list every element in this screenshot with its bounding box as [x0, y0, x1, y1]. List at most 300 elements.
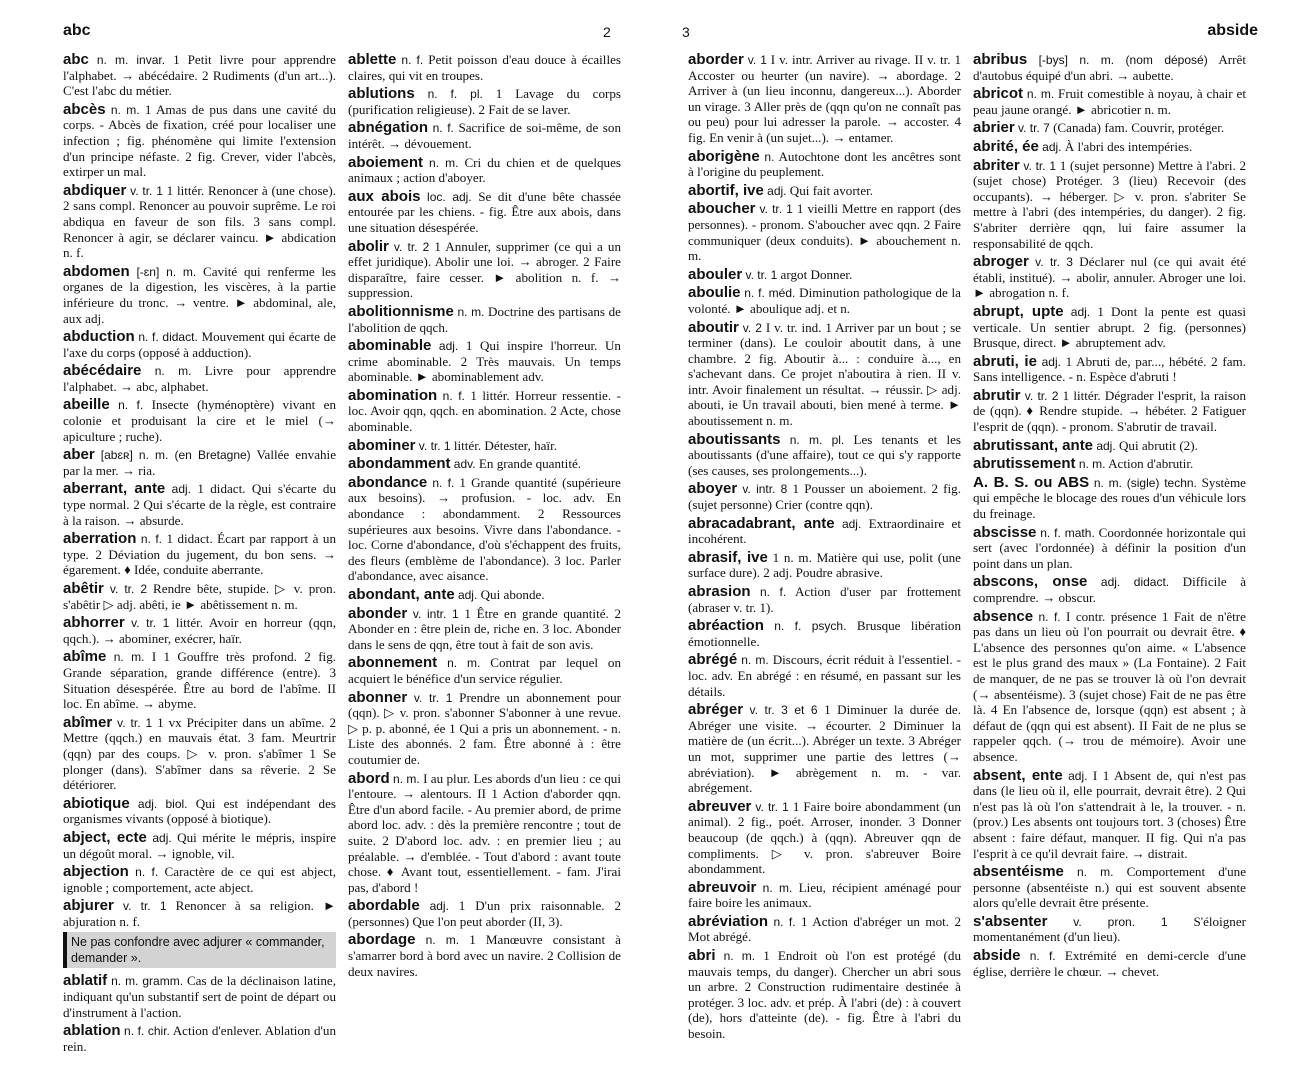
dictionary-entry [63, 183, 336, 261]
grammar-label: n. f. [401, 53, 424, 67]
definition: I contr. présence 1 Fait de n'être pas dans un lieu où l'on pourrait ou devrait être. ♦ L'absence des personnes qu'on aime. « L'absence est le plus grand des maux » (La Fontaine). 2 Fait de manquer, de ne pas se trouver là où l'on devrait (→ absentéisme). 3 (sujet chose) Fait de ne pas être là. 4 En l'absence de, lorsque (qqn) est absent ; à défaut de (qqn qui est absent). II Fait de ne plus se rappeler qqch. (→ trou de mémoire). Avoir une absence. [973, 608, 1246, 764]
dictionary-entry [973, 456, 1246, 472]
left-page-header [55, 0, 665, 50]
definition: Qui abrutit (2). [1118, 437, 1198, 453]
dictionary-entry [688, 652, 961, 699]
dictionary-entry [973, 948, 1246, 979]
headword: abracadabrant, ante [688, 514, 835, 532]
definition: 1 littér. Dégrader l'esprit, la raison de (qqn). ♦ Rendre stupide. → hébéter. 2 Fatiguer l'esprit de (qqn). - pronom. S'abrutir de travail. [973, 387, 1247, 435]
definition: Action d'enlever. Ablation d'un rein. [63, 1023, 337, 1054]
dictionary-entry [688, 880, 961, 911]
grammar-label: n. f. [442, 388, 465, 403]
headword: abrupt, upte [973, 302, 1064, 320]
headword: abjurer [63, 897, 114, 915]
dictionary-entry [973, 525, 1246, 572]
definition: Extraordinaire et incohérent. [688, 515, 962, 547]
grammar-label: v. tr. 2 [109, 582, 148, 596]
dictionary-entry [63, 329, 336, 360]
left-column-2 [348, 52, 621, 982]
definition: Système qui empêche le blocage des roues d'un véhicule lors du freinage. [973, 474, 1246, 522]
headword: abdomen [63, 262, 130, 280]
definition: Sacrifice de soi-même, de son intérêt. → dévouement. [348, 120, 621, 151]
headword: abêtir [63, 580, 104, 597]
grammar-label: n. f. [1038, 609, 1061, 624]
definition: Mouvement qui écarte de l'axe du corps (opposé à adduction). [63, 329, 336, 360]
headword: abécédaire [63, 362, 142, 380]
headword: abolitionnisme [348, 302, 454, 320]
headword: abrutissant, ante [973, 436, 1094, 454]
grammar-label: n. f. [432, 121, 454, 136]
dictionary-entry [63, 796, 336, 827]
definition: 1 didact. Écart par rapport à un type. 2 Déviation du jugement, du bon sens. → égarement. ♦ Idée, conduite aberrante. [63, 531, 336, 578]
definition: Arrêt d'autobus équipé d'un abri. → aubette. [973, 52, 1246, 83]
headword: abscons, onse [973, 573, 1088, 591]
dictionary-entry [688, 285, 961, 316]
grammar-label: v. tr. 3 et 6 [749, 703, 818, 718]
dictionary-entry [688, 914, 961, 945]
grammar-label: n. f. [432, 475, 455, 490]
definition: Difficile à comprendre. → obscur. [973, 574, 1247, 605]
headword: abri [688, 947, 716, 965]
dictionary-entry [973, 52, 1246, 83]
dictionary-entry [348, 475, 621, 584]
dictionary-entry [973, 86, 1246, 117]
grammar-label: n. f. [760, 585, 787, 599]
dictionary-entry [63, 531, 336, 578]
grammar-label: adj. didact. [1100, 575, 1170, 590]
headword: absence [973, 607, 1034, 625]
definition: Action d'user par frottement (abraser v. tr. 1). [688, 584, 961, 615]
headword: abîme [63, 648, 107, 666]
grammar-label: n. f. psych. [774, 619, 847, 634]
dictionary-entry [973, 158, 1246, 252]
dictionary-entry [348, 239, 621, 301]
headword: abominer [348, 436, 416, 454]
definition: Comportement d'une personne (absentéiste n.) qui est souvent absente alors qu'elle devrait être présente. [973, 864, 1247, 911]
definition: 1 Petit livre pour apprendre l'alphabet. → abécédaire. 2 Rudiments (d'un art...). C'est l'abc du métier. [63, 52, 336, 99]
left-column-1 [63, 52, 336, 1057]
headword: abscisse [973, 523, 1037, 541]
definition: 1 didact. Qui s'écarte du type normal. 2 Qui s'écarte de la règle, est contraire à la raison. → absurde. [63, 481, 337, 528]
grammar-label: v. 2 [742, 320, 762, 335]
grammar-label: n. m. [1026, 87, 1055, 102]
headword: abonnement [348, 654, 438, 672]
definition: Diminution pathologique de la volonté. ► aboulique adj. et n. [688, 285, 961, 316]
grammar-label: n. m. [1078, 457, 1106, 472]
dictionary-entry [348, 655, 621, 686]
definition: À l'abri des intempéries. [1064, 138, 1193, 154]
definition: 1 Faire boire abondamment (un animal). 2 fig., poét. Arroser, inonder. 3 Donner beaucoup (de qqch.) à (qqn). Abreuver qqn de compliments. ▷ v. pron. s'abreuver Boire abondamment. [688, 798, 961, 877]
headword: ablutions [348, 85, 415, 103]
definition: Cri du chien et de quelques animaux ; action d'aboyer. [348, 154, 622, 186]
grammar-label: adj. [429, 899, 449, 914]
dictionary-entry [63, 264, 336, 326]
definition: 1 Pousser un aboiement. 2 fig. (sujet personne) Crier (contre qqn). [688, 481, 961, 513]
grammar-label: v. tr. 1 [755, 799, 789, 814]
grammar-label: n. m. [154, 364, 192, 379]
headword: abolir [348, 237, 389, 255]
dictionary-entry [63, 1023, 336, 1054]
headword: abriter [973, 156, 1020, 174]
grammar-label: v. tr. 1 [131, 616, 170, 631]
headword: abrutissement [973, 455, 1076, 473]
headword: abrité, ée [973, 137, 1039, 155]
dictionary-entry [348, 932, 621, 979]
headword: aboutissants [688, 430, 781, 448]
headword: abduction [63, 328, 135, 346]
dictionary-entry [348, 898, 621, 929]
definition: I 1 Absent de, qui n'est pas dans (le lieu où il, elle pourrait, devrait être). 2 Qui n'est pas là où l'on s'attendrait à le, la trouver. - n. (prov.) Les absents ont toujours tort. 3 (choses) Être absent : faire défaut, manquer. II fig. Qui n'a pas l'esprit à ce qu'il devrait faire. → distrait. [973, 767, 1247, 861]
grammar-label: n. m. gramm. [111, 974, 184, 989]
definition: En grande quantité. [478, 456, 582, 472]
grammar-label: v. tr. 2 [1024, 388, 1059, 403]
right-column-2 [973, 52, 1246, 982]
definition: Petit poisson d'eau douce à écailles claires, qui vit en troupes. [348, 52, 621, 83]
definition: 1 Action d'abréger un mot. 2 Mot abrégé. [688, 913, 961, 945]
definition: 1 Abruti de, par..., hébété. 2 fam. Sans intelligence. - n. Espèce d'abruti ! [973, 353, 1246, 385]
grammar-label: v. tr. 7 [1017, 121, 1050, 136]
definition: 1 Annuler, supprimer (ce qui a un effet juridique). Abolir une loi. → abroger. 2 Faire disparaître, faire cesser. ► abolition n. f. → suppression. [348, 238, 621, 301]
grammar-label: adj. [1096, 438, 1116, 453]
headword: aboyer [688, 480, 738, 498]
headword: abiotique [63, 794, 130, 812]
definition: Cas de la déclinaison latine, indiquant qu'un substantif sert de point de départ ou d'instrument à l'action. [63, 973, 336, 1020]
dictionary-entry [63, 649, 336, 711]
grammar-label: [-ɛn] n. m. [136, 264, 197, 279]
dictionary-entry [973, 254, 1246, 301]
grammar-label: adj. [152, 830, 172, 845]
headword: aboutir [688, 318, 739, 336]
dictionary-entry [348, 120, 621, 151]
headword: abominable [348, 337, 432, 355]
dictionary-entry [63, 447, 336, 478]
dictionary-entry [63, 973, 336, 1020]
definition: Qui fait avorter. [789, 182, 874, 198]
grammar-label: loc. adj. [427, 189, 472, 204]
definition: Doctrine des partisans de l'abolition de qqch. [348, 303, 621, 335]
dictionary-entry [688, 52, 961, 146]
definition: argot Donner. [780, 266, 853, 282]
definition: 1 Dont la pente est quasi verticale. Un sentier abrupt. 2 fig. (personnes) Brusque, direct. ► abruptement adv. [973, 303, 1246, 351]
grammar-label: adj. [438, 339, 459, 354]
grammar-label: n. f. pl. [427, 87, 483, 102]
definition: S'éloigner momentanément (d'un lieu). [973, 913, 1246, 945]
grammar-label: v. pron. 1 [1073, 914, 1168, 929]
dictionary-entry [63, 397, 336, 444]
headword: abruti, ie [973, 352, 1037, 370]
definition: 1 Endroit où l'on est protégé (du mauvais temps, du danger). Chercher un abri sous un arbre. 2 Construction rudimentaire destinée à protéger. 3 loc. adv. et prép. À l'abri (de) : à couvert (de), hors d'atteinte (de). - fig. Être à l'abri du besoin. [688, 948, 961, 1042]
definition: 1 Être en grande quantité. 2 Abonder en : être plein de, riche en. 3 loc. Abonder dans le sens de qqn, être tout à fait de son avis. [348, 605, 621, 652]
definition: 1 n. m. Matière qui use, polit (une surface dure). 2 adj. Poudre abrasive. [688, 549, 961, 581]
headword: aborder [688, 51, 744, 68]
definition: Contrat par lequel on acquiert le bénéfice d'un service régulier. [348, 655, 622, 686]
dictionary-entry [348, 388, 621, 435]
definition: Discours, écrit réduit à l'essentiel. - loc. adv. En abrégé : en résumé, en passant sur les détails. [688, 652, 961, 699]
definition: Cavité qui renferme les organes de la digestion, les viscères, à la partie inférieure du tronc. → ventre. ► abdominal, ale, aux adj. [63, 263, 336, 326]
headword: abdiquer [63, 181, 127, 199]
dictionary-entry [973, 388, 1246, 435]
dictionary-entry [973, 609, 1246, 765]
dictionary-entry [688, 702, 961, 796]
grammar-label: adj. [841, 516, 862, 531]
grammar-label: n. m. [110, 102, 140, 117]
definition: 1 Diminuer la durée de. Abréger une visite. → écourter. 2 Diminuer la matière de (un écrit...). Abréger un texte. 3 Abréger un mot, supprimer une partie des lettres (→ abréviation). ► abrègement n. m. - var. abrégement. [688, 702, 962, 796]
dictionary-entry [688, 432, 961, 479]
grammar-label: v. intr. 1 [412, 606, 459, 621]
right-page-header [680, 0, 1290, 50]
left-page [55, 0, 665, 1080]
grammar-label: n. f. math. [1040, 525, 1095, 540]
definition: 1 vieilli Mettre en rapport (des personnes). - pronom. S'aboucher avec qqn. 2 Faire communiquer (deux conduits). ► abouchement n. m. [688, 201, 961, 264]
dictionary-entry [63, 481, 336, 528]
dictionary-entry [688, 618, 961, 649]
grammar-label: v. tr. 1 [745, 267, 778, 282]
headword: aboulie [688, 284, 741, 302]
grammar-label: v. intr. 8 [742, 482, 788, 497]
definition: 1 Manœuvre consistant à s'amarrer bord à bord avec un navire. 2 Collision de deux navires. [348, 932, 621, 979]
definition: 1 littér. Horreur ressentie. - loc. Avoir qqn, qqch. en abomination. 2 Acte, chose abominable. [348, 387, 621, 435]
dictionary-entry [348, 606, 621, 653]
headword: abribus [973, 51, 1028, 68]
dictionary-entry [348, 690, 621, 768]
headword: abordable [348, 897, 420, 915]
dictionary-entry [63, 102, 336, 180]
grammar-label: n. f. méd. [744, 286, 796, 301]
grammar-label: n. m. [447, 656, 481, 671]
grammar-label: adj. [1041, 354, 1061, 369]
definition: Extrémité en demi-cercle d'une église, derrière le chœur. → chevet. [973, 948, 1246, 979]
grammar-label: v. tr. 1 [413, 690, 453, 705]
grammar-label: n. f. [773, 914, 796, 929]
definition: Vallée envahie par la mer. → ria. [63, 447, 337, 478]
headword: abside [973, 947, 1021, 965]
dictionary-entry [688, 201, 961, 263]
dictionary-entry [973, 438, 1246, 454]
definition: 1 littér. Renoncer à (une chose). 2 sans compl. Renoncer au pouvoir suprême. Le roi abdiqua en faveur de son fils. 3 sans compl. Renoncer à agir, se déclarer vaincu. ► abdication n. f. [63, 182, 336, 261]
grammar-label: v. tr. 1 [418, 438, 451, 453]
headword: aboiement [348, 153, 424, 171]
definition: Fruit comestible à noyau, à chair et peau jaune orangé. ► abricotier n. m. [973, 86, 1246, 117]
headword: abcès [63, 100, 106, 118]
dictionary-entry [688, 516, 961, 547]
grammar-label: n. m. [1076, 865, 1114, 880]
headword: abonner [348, 688, 408, 706]
definition: Se dit d'une bête chassée entourée par les chiens. - fig. Être aux abois, dans une situation désespérée. [348, 188, 621, 235]
headword: absent, ente [973, 766, 1063, 784]
definition: I 1 Gouffre très profond. 2 fig. Grande séparation, grande différence (entre). 3 Situation désespérée. Être au bord de l'abîme. II loc. En abîme. → abyme. [63, 649, 337, 712]
grammar-label: n. f. [135, 865, 159, 880]
dictionary-entry [973, 139, 1246, 155]
dictionary-entry [63, 898, 336, 929]
dictionary-entry [63, 715, 336, 793]
grammar-label: adj. [1042, 139, 1062, 154]
grammar-label: v. tr. 3 [1035, 255, 1073, 270]
definition: Brusque libération émotionnelle. [688, 618, 962, 649]
grammar-label: n. m. [762, 880, 793, 895]
grammar-label: n. m. [113, 650, 145, 665]
definition: I v. tr. ind. 1 Arriver par un bout ; se terminer (dans). Le couloir aboutit dans, à une chambre. 2 fig. Aboutir à... : conduire à..., en s'achevant dans. Ce projet n'aboutira à rien. II v. intr. Avoir finalement un résultat. → réussir. ▷ adj. abouti, ie Un travail abouti, bien mené à terme. ► aboutissement n. m. [688, 319, 961, 429]
dictionary-entry [348, 86, 621, 117]
definition: littér. Détester, haïr. [453, 437, 557, 453]
definition: Autochtone dont les ancêtres sont à l'origine du peuplement. [688, 148, 961, 180]
headword: abrier [973, 119, 1015, 137]
definition: Livre pour apprendre l'alphabet. → abc, alphabet. [63, 363, 337, 394]
headword: abîmer [63, 713, 113, 731]
grammar-label: v. tr. 1 [759, 202, 793, 217]
dictionary-entry [973, 304, 1246, 351]
grammar-label: n. m. [723, 949, 756, 964]
definition: Les tenants et les aboutissants (d'une affaire), tout ce qui s'y rapporte (ses causes, ses prolongements...). [688, 431, 962, 478]
dictionary-entry [688, 799, 961, 877]
definition: Insecte (hyménoptère) vivant en colonie et produisant la cire et le miel (→ apiculture ; ruche). [63, 397, 336, 444]
definition: (Canada) fam. Couvrir, protéger. [1053, 120, 1225, 136]
headword: aberration [63, 530, 137, 548]
definition: Rendre bête, stupide. ▷ v. pron. s'abêtir ▷ adj. abêti, ie ► abêtissement n. m. [63, 581, 336, 612]
dictionary-entry [63, 52, 336, 99]
grammar-label: n. f. [140, 532, 162, 547]
dictionary-entry [973, 120, 1246, 136]
grammar-label: adj. [767, 183, 787, 198]
dictionary-entry [973, 354, 1246, 385]
headword: abord [348, 769, 390, 787]
dictionary-entry [348, 304, 621, 335]
grammar-label: [-bys] n. m. (nom déposé) [1038, 53, 1208, 67]
headword: abrasif, ive [688, 548, 768, 566]
dictionary-entry [688, 183, 961, 199]
dictionary-entry [688, 481, 961, 512]
headword: abondant, ante [348, 586, 455, 603]
definition: 1 Qui inspire l'horreur. Un crime abominable. 2 Très mauvais. Un temps abominable. ► abominablement adv. [348, 338, 621, 385]
headword: aux abois [348, 187, 421, 205]
grammar-label: n. [764, 149, 775, 164]
headword: abnégation [348, 119, 429, 137]
dictionary-entry [63, 363, 336, 394]
headword: abroger [973, 253, 1029, 271]
usage-note: Ne pas confondre avec adjurer « commander, demander ». [63, 932, 336, 968]
dictionary-entry [688, 320, 961, 429]
grammar-label: n. m. (sigle) techn. [1093, 475, 1197, 490]
grammar-label: n. m. [741, 653, 769, 668]
dictionary-entry [63, 615, 336, 646]
definition: littér. Avoir en horreur (qqn, qqch.). → abominer, exécrer, haïr. [63, 615, 336, 646]
definition: Déclarer nul (ce qui avait été établi, institué). → abolir, annuler. Abroger une loi. ► abrogation n. f. [973, 254, 1246, 301]
headword: ablette [348, 51, 397, 68]
headword: abréger [688, 701, 744, 719]
dictionary-entry [63, 581, 336, 612]
grammar-label: adj. [457, 588, 478, 602]
grammar-label: n. m. pl. [789, 432, 845, 447]
definition: Qui est indépendant des organismes vivants (opposé à biotique). [63, 795, 337, 827]
grammar-label: n. m. [425, 933, 460, 948]
left-guide-word: abc [63, 22, 91, 39]
definition: Qui abonde. [480, 587, 545, 602]
right-column-1 [688, 52, 961, 1045]
headword: abject, ecte [63, 828, 147, 846]
grammar-label: n. f. [118, 398, 144, 413]
dictionary-entry [63, 830, 336, 861]
dictionary-entry [688, 149, 961, 180]
grammar-label: adj. biol. [137, 796, 188, 811]
headword: aber [63, 446, 95, 464]
definition: 1 D'un prix raisonnable. 2 (personnes) Que l'on peut aborder (II, 3). [348, 898, 621, 929]
dictionary-entry [973, 864, 1246, 911]
dictionary-entry [348, 438, 621, 454]
grammar-label: v. 1 [747, 53, 767, 67]
definition: 1 Lavage du corps (purification religieuse). 2 Fait de se laver. [348, 86, 621, 117]
headword: abonder [348, 604, 408, 622]
dictionary-entry [688, 948, 961, 1042]
definition: Action d'abrutir. [1108, 456, 1194, 472]
headword: abrutir [973, 386, 1021, 404]
headword: absentéisme [973, 863, 1064, 881]
dictionary-entry [348, 587, 621, 603]
definition: Renoncer à sa religion. ► abjuration n. f. [63, 898, 336, 929]
headword: aborigène [688, 147, 760, 165]
headword: abricot [973, 85, 1024, 103]
grammar-label: adj. [1068, 768, 1088, 783]
grammar-label: v. tr. 1 [1023, 158, 1057, 173]
grammar-label: v. tr. 1 [117, 715, 153, 730]
definition: Caractère de ce qui est abject, ignoble ; comportement, acte abject. [63, 864, 336, 895]
headword: abrasion [688, 583, 751, 600]
grammar-label: adj. [1070, 304, 1091, 319]
headword: abordage [348, 931, 416, 949]
dictionary-entry [348, 338, 621, 385]
definition: 1 Grande quantité (supérieure aux besoins). → profusion. - loc. adv. En abondance : abondamment. 2 Ressources supérieures aux besoins. Vivre dans l'abondance. - loc. Corne d'abondance, d'où s'échappent des fruits, des fleurs (emblème de l'abondance). 3 loc. Parler d'abondance, avec aisance. [348, 474, 621, 584]
grammar-label: adv. [453, 457, 476, 472]
grammar-label: n. f. [1029, 949, 1056, 964]
definition: Coordonnée horizontale qui sert (avec l'ordonnée) à définir la position d'un point dans un plan. [973, 524, 1246, 571]
dictionary-entry [63, 864, 336, 895]
headword: A. B. S. ou ABS [973, 473, 1090, 491]
dictionary-entry [348, 155, 621, 186]
headword: aberrant, ante [63, 480, 166, 498]
dictionary-entry [348, 52, 621, 83]
headword: abréaction [688, 617, 764, 635]
headword: abréviation [688, 912, 769, 930]
grammar-label: n. f. didact. [138, 330, 198, 345]
definition: 1 vx Précipiter dans un abîme. 2 Mettre (qqch.) en mauvais état. 3 fam. Meurtrir (qqn) par des coups. ▷ v. pron. s'abîmer 1 Se plonger (dans). S'abîmer dans sa rêverie. 2 Se détériorer. [63, 714, 337, 793]
headword: ablation [63, 1022, 121, 1040]
grammar-label: n. m. [393, 771, 420, 786]
grammar-label: n. m. invar. [96, 53, 166, 67]
definition: Qui mérite le mépris, inspire un dégoût moral. → ignoble, vil. [63, 829, 337, 861]
grammar-label: v. tr. 1 [123, 899, 167, 914]
headword: abhorrer [63, 614, 125, 632]
dictionary-entry [688, 267, 961, 283]
grammar-label: v. tr. 2 [393, 239, 430, 254]
grammar-label: n. m. [457, 304, 485, 319]
dictionary-entry [348, 189, 621, 236]
headword: s'absenter [973, 912, 1048, 930]
grammar-label: n. f. chir. [124, 1024, 170, 1039]
right-guide-word: abside [1207, 22, 1258, 39]
dictionary-entry [688, 550, 961, 581]
dictionary-entry [973, 574, 1246, 605]
dictionary-entry [348, 456, 621, 472]
left-page-number: 2 [603, 24, 611, 40]
definition: I au plur. Les abords d'un lieu : ce qui l'entoure. → alentours. II 1 Action d'aborder qqn. Être d'un abord facile. - Au premier abord, de prime abord loc. adv. : dès la première rencontre ; tout de suite. 2 D'abord loc. adv. : en premier lieu ; au préalable. → d'emblée. - Tout d'abord : avant toute chose. ♦ Avant tout, essentiellement. - fam. J'irai pas, d'abord ! [348, 770, 621, 895]
grammar-label: adj. [171, 482, 191, 497]
definition: 1 (sujet personne) Mettre à l'abri. 2 (sujet chose) Protéger. 3 (lieu) Recevoir (des occupants). → héberger. ▷ v. pron. s'abriter Se mettre à l'abri (des intempéries, du danger). 2 fig. S'abriter derrière qqn, lui faire assumer la responsabilité de qqch. [973, 157, 1247, 251]
headword: aboucher [688, 200, 756, 218]
headword: abjection [63, 863, 129, 881]
grammar-label: [abɛʀ] n. m. (en Bretagne) [100, 448, 251, 463]
headword: abrégé [688, 651, 738, 669]
definition: I v. intr. Arriver au rivage. II v. tr. 1 Accoster ou heurter (un navire). → abordage. 2 Arriver à (un lieu inconnu, dangereux...). Aborder un virage. 3 Aller près de (qqn qu'on ne connaît pas ou peu) pour lui adresser la parole. → accoster. 4 fig. En venir à (un sujet...). → entamer. [688, 52, 962, 145]
dictionary-entry [688, 584, 961, 615]
definition: Prendre un abonnement pour (qqn). ▷ v. pron. s'abonner S'abonner à une revue. ▷ p. p. abonné, ée 1 Qui a pris un abonnement. - n. Liste des abonnés. 2 fam. Être abonné à : être coutumier de. [348, 689, 621, 767]
